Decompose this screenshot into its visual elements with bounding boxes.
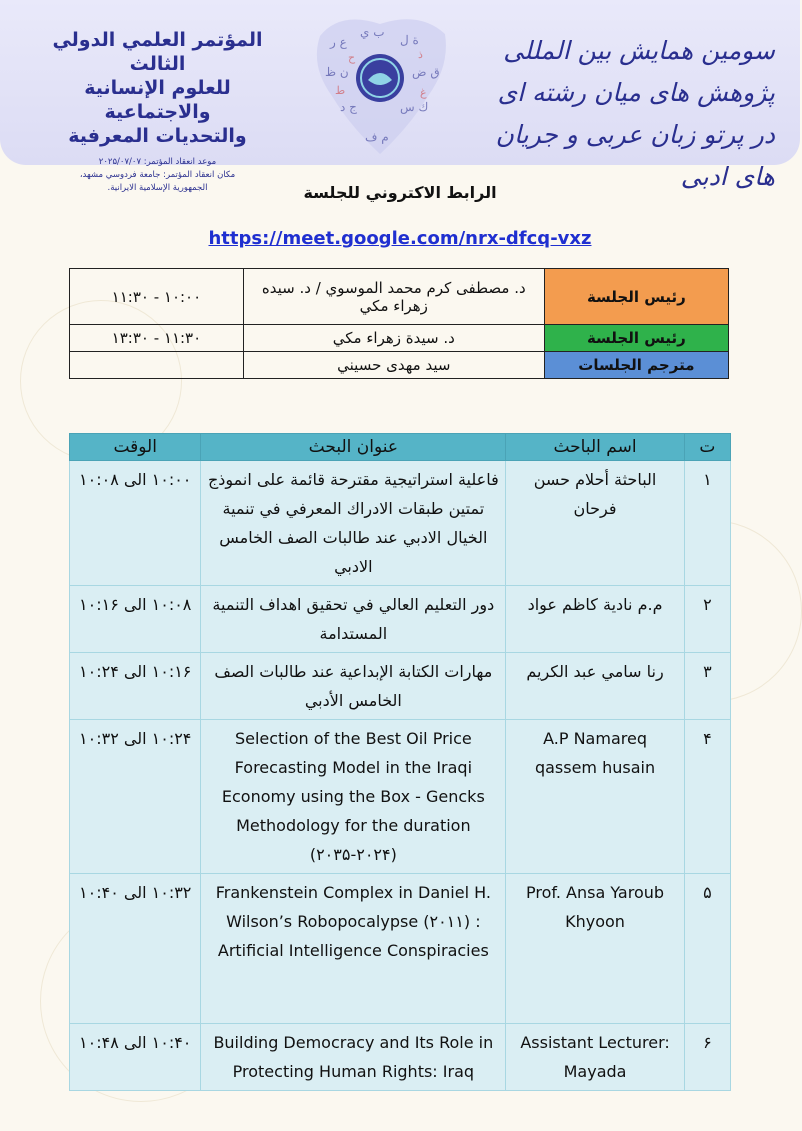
session-info-table <box>69 268 729 379</box>
papers-table <box>69 433 731 1091</box>
header-researcher: اسم الباحث <box>506 434 685 461</box>
paper-number: ۲ <box>684 586 730 653</box>
paper-title: Selection of the Best Oil Price Forecasting Model in the Iraqi Economy using the Box - Gencks Methodology for the duration (۲۰۳۵-۲۰۲۴) <box>201 720 506 874</box>
paper-number: ۵ <box>684 874 730 1024</box>
paper-researcher: الباحثة أحلام حسن فرحان <box>506 461 685 586</box>
paper-researcher: رنا سامي عبد الكريم <box>506 653 685 720</box>
svg-text:ك س: ك س <box>400 100 429 114</box>
info-role: رئيس الجلسة <box>586 329 686 347</box>
header-time: الوقت <box>70 434 201 461</box>
table-row <box>70 1024 731 1091</box>
table-row <box>70 586 731 653</box>
paper-researcher: م.م نادية كاظم عواد <box>506 586 685 653</box>
header-number: ت <box>684 434 730 461</box>
table-row <box>70 720 731 874</box>
info-row <box>70 269 729 325</box>
svg-text:ج د: ج د <box>340 100 357 114</box>
paper-title: مهارات الكتابة الإبداعية عند طالبات الصف الخامس الأدبي <box>201 653 506 720</box>
svg-text:ح: ح <box>348 51 356 64</box>
conference-date: موعد انعقاد المؤتمر: ۲۰۲۵/۰۷/۰۷ <box>98 157 217 167</box>
table-row <box>70 874 731 1024</box>
persian-title-line-2: در پرتو زبان عربی و جریان های ادبی <box>495 120 775 191</box>
info-time: ۱۱:۳۰ - ۱۳:۳۰ <box>70 325 244 352</box>
info-name: د. مصطفى كرم محمد الموسوي / د. سيده زهراء مكي <box>243 269 544 325</box>
session-link-title: الرابط الاكتروني للجلسة <box>303 183 497 202</box>
paper-time: ۱۰:۰۸ الى ۱۰:۱۶ <box>70 586 201 653</box>
conference-title-persian-block <box>470 30 775 198</box>
svg-text:م ف: م ف <box>365 130 389 144</box>
paper-researcher: Prof. Ansa Yaroub Khyoon <box>506 874 685 1024</box>
svg-text:ذ: ذ <box>418 48 423 61</box>
paper-time: ۱۰:۰۰ الى ۱۰:۰۸ <box>70 461 201 586</box>
persian-title-line-1: سومین همایش بین المللی پژوهش های میان رشته ای <box>497 36 775 107</box>
paper-title: Frankenstein Complex in Daniel H. Wilson’s Robopocalypse (۲۰۱۱) : Artificial Intelligence Conspiracies <box>201 874 506 1024</box>
paper-researcher: Assistant Lecturer: Mayada <box>506 1024 685 1091</box>
conference-title-line-2: للعلوم الإنسانية والاجتماعية <box>84 77 231 123</box>
conference-title-arabic-block <box>30 28 285 195</box>
svg-text:ب ي: ب ي <box>360 25 385 39</box>
info-time: ۱۰:۰۰ - ۱۱:۳۰ <box>70 269 244 325</box>
conference-title-line-3: والتحديات المعرفية <box>68 125 247 147</box>
paper-time: ۱۰:۱۶ الى ۱۰:۲۴ <box>70 653 201 720</box>
svg-text:ط: ط <box>335 84 346 97</box>
conference-logo-icon <box>300 6 460 158</box>
table-row <box>70 461 731 586</box>
info-time <box>70 352 244 379</box>
paper-title: دور التعليم العالي في تحقيق اهداف التنمية المستدامة <box>201 586 506 653</box>
conference-venue-1: مكان انعقاد المؤتمر: جامعة فردوسي مشهد، <box>79 170 236 180</box>
table-row <box>70 653 731 720</box>
paper-number: ۶ <box>684 1024 730 1091</box>
info-row <box>70 352 729 379</box>
info-role-cell <box>544 269 728 325</box>
svg-text:ة ل: ة ل <box>400 33 419 47</box>
paper-number: ۱ <box>684 461 730 586</box>
info-role: رئيس الجلسة <box>586 287 686 306</box>
info-role: مترجم الجلسات <box>578 356 695 374</box>
papers-header-row <box>70 434 731 461</box>
info-row <box>70 325 729 352</box>
paper-title: Building Democracy and Its Role in Protecting Human Rights: Iraq <box>201 1024 506 1091</box>
svg-text:ن ظ: ن ظ <box>325 65 349 79</box>
paper-title: فاعلية استراتيجية مقترحة قائمة على انموذج تمتين طبقات الادراك المعرفي في تنمية الخيال الادبي عند طالبات الصف الخامس الادبي <box>201 461 506 586</box>
paper-time: ۱۰:۴۰ الى ۱۰:۴۸ <box>70 1024 201 1091</box>
header-title: عنوان البحث <box>201 434 506 461</box>
paper-number: ۳ <box>684 653 730 720</box>
svg-text:غ: غ <box>420 86 427 99</box>
info-role-cell <box>544 325 728 352</box>
conference-title-line-1: المؤتمر العلمي الدولي الثالث <box>52 29 263 75</box>
info-name: د. سيدة زهراء مكي <box>243 325 544 352</box>
svg-text:ع ر: ع ر <box>330 35 347 49</box>
paper-time: ۱۰:۳۲ الى ۱۰:۴۰ <box>70 874 201 1024</box>
info-name: سيد مهدى حسيني <box>243 352 544 379</box>
session-meet-link[interactable]: https://meet.google.com/nrx-dfcq-vxz <box>208 228 592 249</box>
conference-venue-2: الجمهورية الإسلامية الايرانية. <box>107 183 208 193</box>
paper-time: ۱۰:۲۴ الى ۱۰:۳۲ <box>70 720 201 874</box>
info-role-cell <box>544 352 728 379</box>
svg-text:ق ض: ق ض <box>412 65 440 79</box>
paper-number: ۴ <box>684 720 730 874</box>
paper-researcher: A.P Namareq qassem husain <box>506 720 685 874</box>
